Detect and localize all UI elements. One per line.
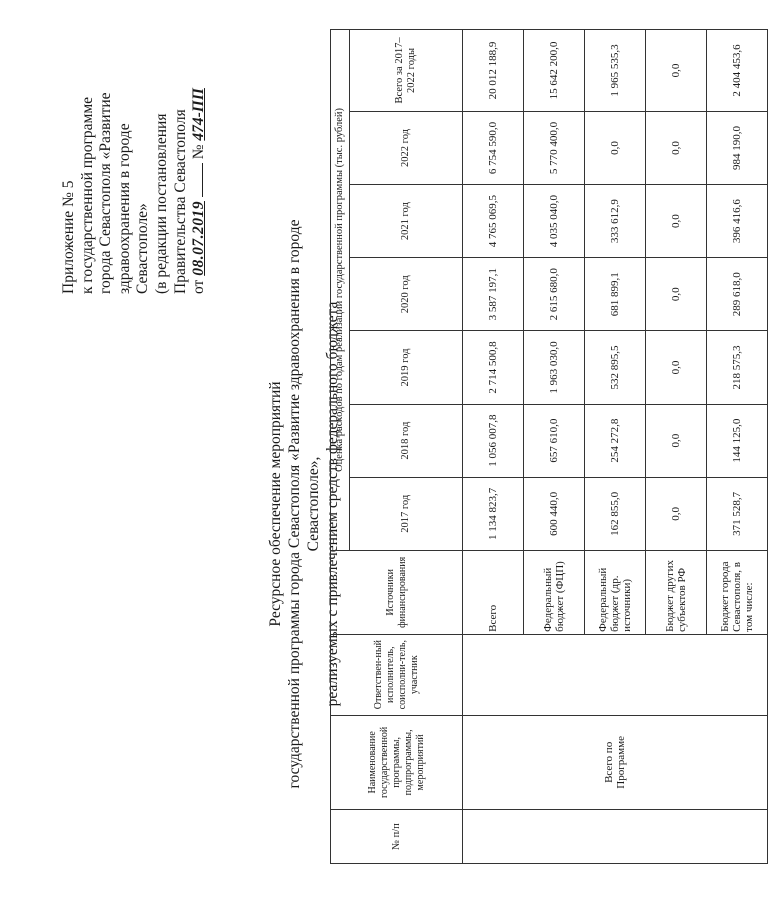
cell-value: 5 770 400,0 [524, 111, 585, 184]
appendix-line: города Севастополя «Развитие [97, 92, 115, 294]
header-executor: Ответствен-ный исполнитель, соисполни-тель, участник [331, 634, 463, 715]
cell-value: 162 855,0 [585, 477, 646, 550]
cell-value: 2 714 500,8 [463, 331, 524, 404]
cell-value: 681 899,1 [585, 258, 646, 331]
cell-value: 1 056 007,8 [463, 404, 524, 477]
number-prefix: № [190, 144, 208, 160]
cell-value: 0,0 [585, 111, 646, 184]
cell-num [463, 810, 768, 864]
cell-value: 0,0 [646, 258, 707, 331]
appendix-line: Правительства Севастополя [171, 109, 189, 294]
cell-value: 371 528,7 [707, 477, 768, 550]
cell-value: 6 754 590,0 [463, 111, 524, 184]
program-label: Всего по Программе [463, 715, 768, 810]
blank-underline [190, 163, 203, 197]
title-line: реализуемых с привлечением средств федерального бюджета [324, 301, 341, 707]
header-year-2018: 2018 год [350, 404, 463, 477]
cell-value: 0,0 [646, 477, 707, 550]
appendix-line: Приложение № 5 [60, 180, 77, 294]
decree-date: 08.07.2019 [190, 201, 208, 276]
header-num: № п/п [331, 810, 463, 864]
cell-value: 1 963 030,0 [524, 331, 585, 404]
cell-source: Федеральный бюджет (ФЦП) [524, 550, 585, 634]
appendix-line: здравоохранения в городе [115, 123, 133, 294]
cell-source: Бюджет города Севастополя, в том числе: [707, 550, 768, 634]
appendix-line: Севастополе» [134, 203, 152, 294]
cell-value: 532 895,5 [585, 331, 646, 404]
cell-value: 0,0 [646, 30, 707, 112]
date-prefix: от [190, 279, 208, 294]
cell-executor [463, 634, 768, 715]
cell-value: 657 610,0 [524, 404, 585, 477]
cell-value: 144 125,0 [707, 404, 768, 477]
cell-value: 0,0 [646, 185, 707, 258]
cell-value: 1 965 535,3 [585, 30, 646, 112]
title-line: государственной программы города Севастополя «Развитие здравоохранения в городе Севастополе», [286, 219, 322, 789]
cell-value: 4 035 040,0 [524, 185, 585, 258]
cell-value: 0,0 [646, 404, 707, 477]
resource-table [330, 29, 768, 864]
cell-value: 20 012 188,9 [463, 30, 524, 112]
appendix-line: (в редакции постановления [152, 113, 170, 294]
header-source: Источники финансирования [331, 550, 463, 634]
header-estimate: Оценка расходов по годам реализации государственной программы (тыс. рублей) [331, 30, 350, 551]
cell-value: 0,0 [646, 111, 707, 184]
cell-value: 289 618,0 [707, 258, 768, 331]
header-name: Наименование государственной программы, подпрограммы, мероприятий [331, 715, 463, 810]
cell-value: 333 612,9 [585, 185, 646, 258]
cell-value: 0,0 [646, 331, 707, 404]
cell-value: 2 615 680,0 [524, 258, 585, 331]
cell-value: 218 575,3 [707, 331, 768, 404]
decree-line [190, 34, 209, 294]
header-total: Всего за 2017–2022 годы [350, 30, 463, 112]
title-line: Ресурсное обеспечение мероприятий [267, 381, 284, 627]
header-year-2017: 2017 год [350, 477, 463, 550]
cell-source: Федеральный бюджет (др. источники) [585, 550, 646, 634]
appendix-block [60, 34, 209, 294]
cell-value: 3 587 197,1 [463, 258, 524, 331]
cell-value: 4 765 069,5 [463, 185, 524, 258]
cell-source: Всего [463, 550, 524, 634]
cell-value: 2 404 453,6 [707, 30, 768, 112]
header-year-2019: 2019 год [350, 331, 463, 404]
header-year-2022: 2022 год [350, 111, 463, 184]
header-year-2021: 2021 год [350, 185, 463, 258]
appendix-line: к государственной программе [78, 96, 96, 294]
cell-value: 396 416,6 [707, 185, 768, 258]
cell-value: 1 134 823,7 [463, 477, 524, 550]
table-row [463, 30, 524, 864]
cell-value: 600 440,0 [524, 477, 585, 550]
cell-source: Бюджет других субъектов РФ [646, 550, 707, 634]
decree-number: 474-ПП [190, 88, 208, 141]
cell-value: 15 642 200,0 [524, 30, 585, 112]
header-year-2020: 2020 год [350, 258, 463, 331]
cell-value: 984 190,0 [707, 111, 768, 184]
cell-value: 254 272,8 [585, 404, 646, 477]
